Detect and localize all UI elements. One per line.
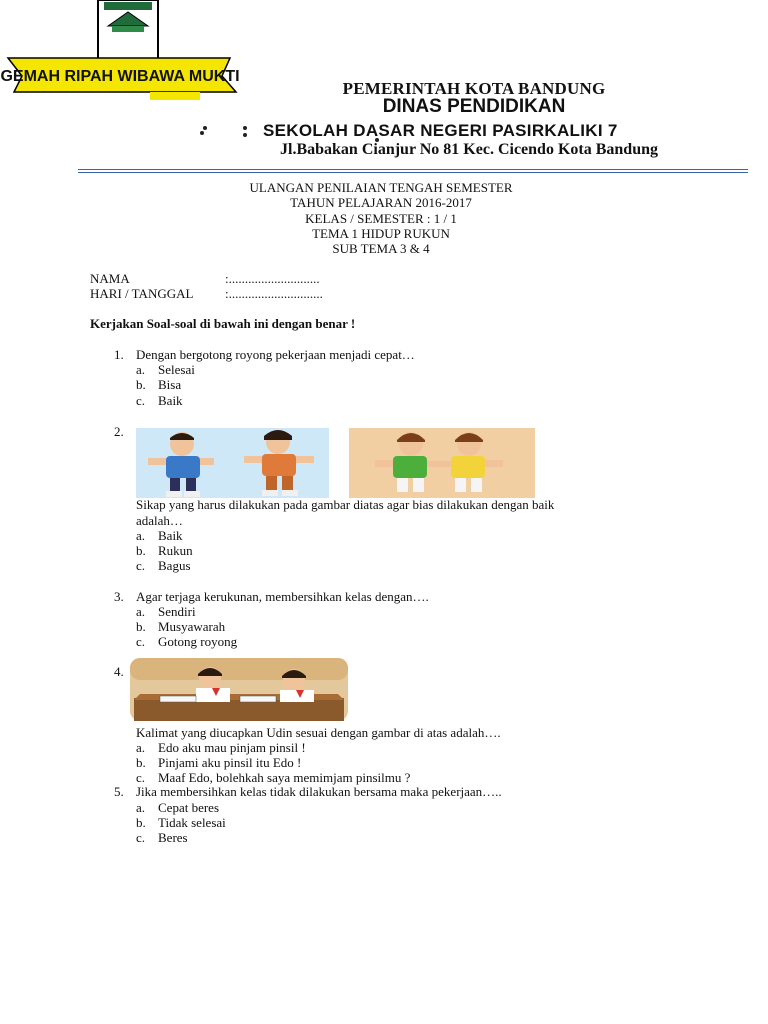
question-2-text-line2: adalah… bbox=[136, 513, 183, 528]
question-1-option-letter: b. bbox=[136, 377, 146, 392]
question-1-option-letter: c. bbox=[136, 393, 146, 408]
question-4-number: 4. bbox=[114, 664, 124, 679]
instruction: Kerjakan Soal-soal di bawah ini dengan benar ! bbox=[90, 316, 356, 331]
students-at-desk-illustration bbox=[130, 658, 348, 721]
date-field: :............................. bbox=[225, 286, 323, 301]
exam-class: KELAS / SEMESTER : 1 / 1 bbox=[305, 211, 457, 226]
question-4-option-letter: a. bbox=[136, 740, 146, 755]
question-4-option-b: Pinjami aku pinsil itu Edo ! bbox=[158, 755, 302, 770]
question-4-option-letter: c. bbox=[136, 770, 146, 785]
question-1-option-b: Bisa bbox=[158, 377, 182, 392]
question-5-option-letter: b. bbox=[136, 815, 146, 830]
exam-title: ULANGAN PENILAIAN TENGAH SEMESTER bbox=[249, 180, 513, 195]
government-name: PEMERINTAH KOTA BANDUNG bbox=[342, 79, 606, 98]
question-5-option-a: Cepat beres bbox=[158, 800, 220, 815]
question-1-option-letter: a. bbox=[136, 362, 146, 377]
question-2-option-a: Baik bbox=[158, 528, 183, 543]
question-4-option-c: Maaf Edo, bolehkah saya memimjam pinsilmu ? bbox=[158, 770, 411, 785]
question-4-option-letter: b. bbox=[136, 755, 146, 770]
question-2-option-letter: c. bbox=[136, 558, 146, 573]
exam-year: TAHUN PELAJARAN 2016-2017 bbox=[290, 195, 472, 210]
decor-dot bbox=[200, 131, 204, 135]
question-1-text: Dengan bergotong royong pekerjaan menjadi cepat… bbox=[136, 347, 415, 362]
question-4-option-a: Edo aku mau pinjam pinsil ! bbox=[158, 740, 306, 755]
name-label: NAMA bbox=[90, 271, 130, 286]
question-2-option-letter: b. bbox=[136, 543, 146, 558]
question-4-text: Kalimat yang diucapkan Udin sesuai dengan gambar di atas adalah…. bbox=[136, 725, 501, 740]
name-field: :............................ bbox=[225, 271, 320, 286]
question-5-option-letter: c. bbox=[136, 830, 146, 845]
question-2-option-letter: a. bbox=[136, 528, 146, 543]
decor-dot bbox=[243, 133, 247, 137]
question-2-option-c: Bagus bbox=[158, 558, 191, 573]
decor-dot bbox=[203, 126, 207, 130]
question-3-option-a: Sendiri bbox=[158, 604, 196, 619]
school-name: SEKOLAH DASAR NEGERI PASIRKALIKI 7 bbox=[263, 121, 618, 140]
question-5-option-letter: a. bbox=[136, 800, 146, 815]
two-friends-walking-illustration bbox=[349, 428, 535, 498]
decor-dot bbox=[243, 126, 247, 130]
question-3-text: Agar terjaga kerukunan, membersihkan kelas dengan…. bbox=[136, 589, 429, 604]
date-label: HARI / TANGGAL bbox=[90, 286, 194, 301]
question-1-number: 1. bbox=[114, 347, 124, 362]
logo-motto: GEMAH RIPAH WIBAWA MUKTI bbox=[0, 68, 240, 85]
question-3-option-b: Musyawarah bbox=[158, 619, 226, 634]
question-3-option-letter: b. bbox=[136, 619, 146, 634]
school-address: Jl.Babakan Cianjur No 81 Kec. Cicendo Kota Bandung bbox=[280, 141, 658, 158]
question-3-option-letter: a. bbox=[136, 604, 146, 619]
exam-theme: TEMA 1 HIDUP RUKUN bbox=[312, 226, 450, 241]
department-name: DINAS PENDIDIKAN bbox=[382, 96, 566, 117]
question-3-option-c: Gotong royong bbox=[158, 634, 238, 649]
question-2-number: 2. bbox=[114, 424, 124, 439]
question-3-number: 3. bbox=[114, 589, 124, 604]
two-boys-walking-illustration bbox=[136, 428, 329, 498]
question-5-text: Jika membersihkan kelas tidak dilakukan bersama maka pekerjaan….. bbox=[136, 784, 502, 799]
question-2-text-line1: Sikap yang harus dilakukan pada gambar diatas agar bias dilakukan dengan baik bbox=[136, 497, 555, 512]
exam-subtheme: SUB TEMA 3 & 4 bbox=[332, 241, 430, 256]
question-1-option-a: Selesai bbox=[158, 362, 195, 377]
question-5-option-c: Beres bbox=[158, 830, 188, 845]
question-5-option-b: Tidak selesai bbox=[158, 815, 226, 830]
question-1-option-c: Baik bbox=[158, 393, 183, 408]
question-3-option-letter: c. bbox=[136, 634, 146, 649]
header-divider-bottom bbox=[78, 172, 748, 173]
question-2-option-b: Rukun bbox=[158, 543, 193, 558]
question-5-number: 5. bbox=[114, 784, 124, 799]
header-divider-top bbox=[78, 169, 748, 170]
